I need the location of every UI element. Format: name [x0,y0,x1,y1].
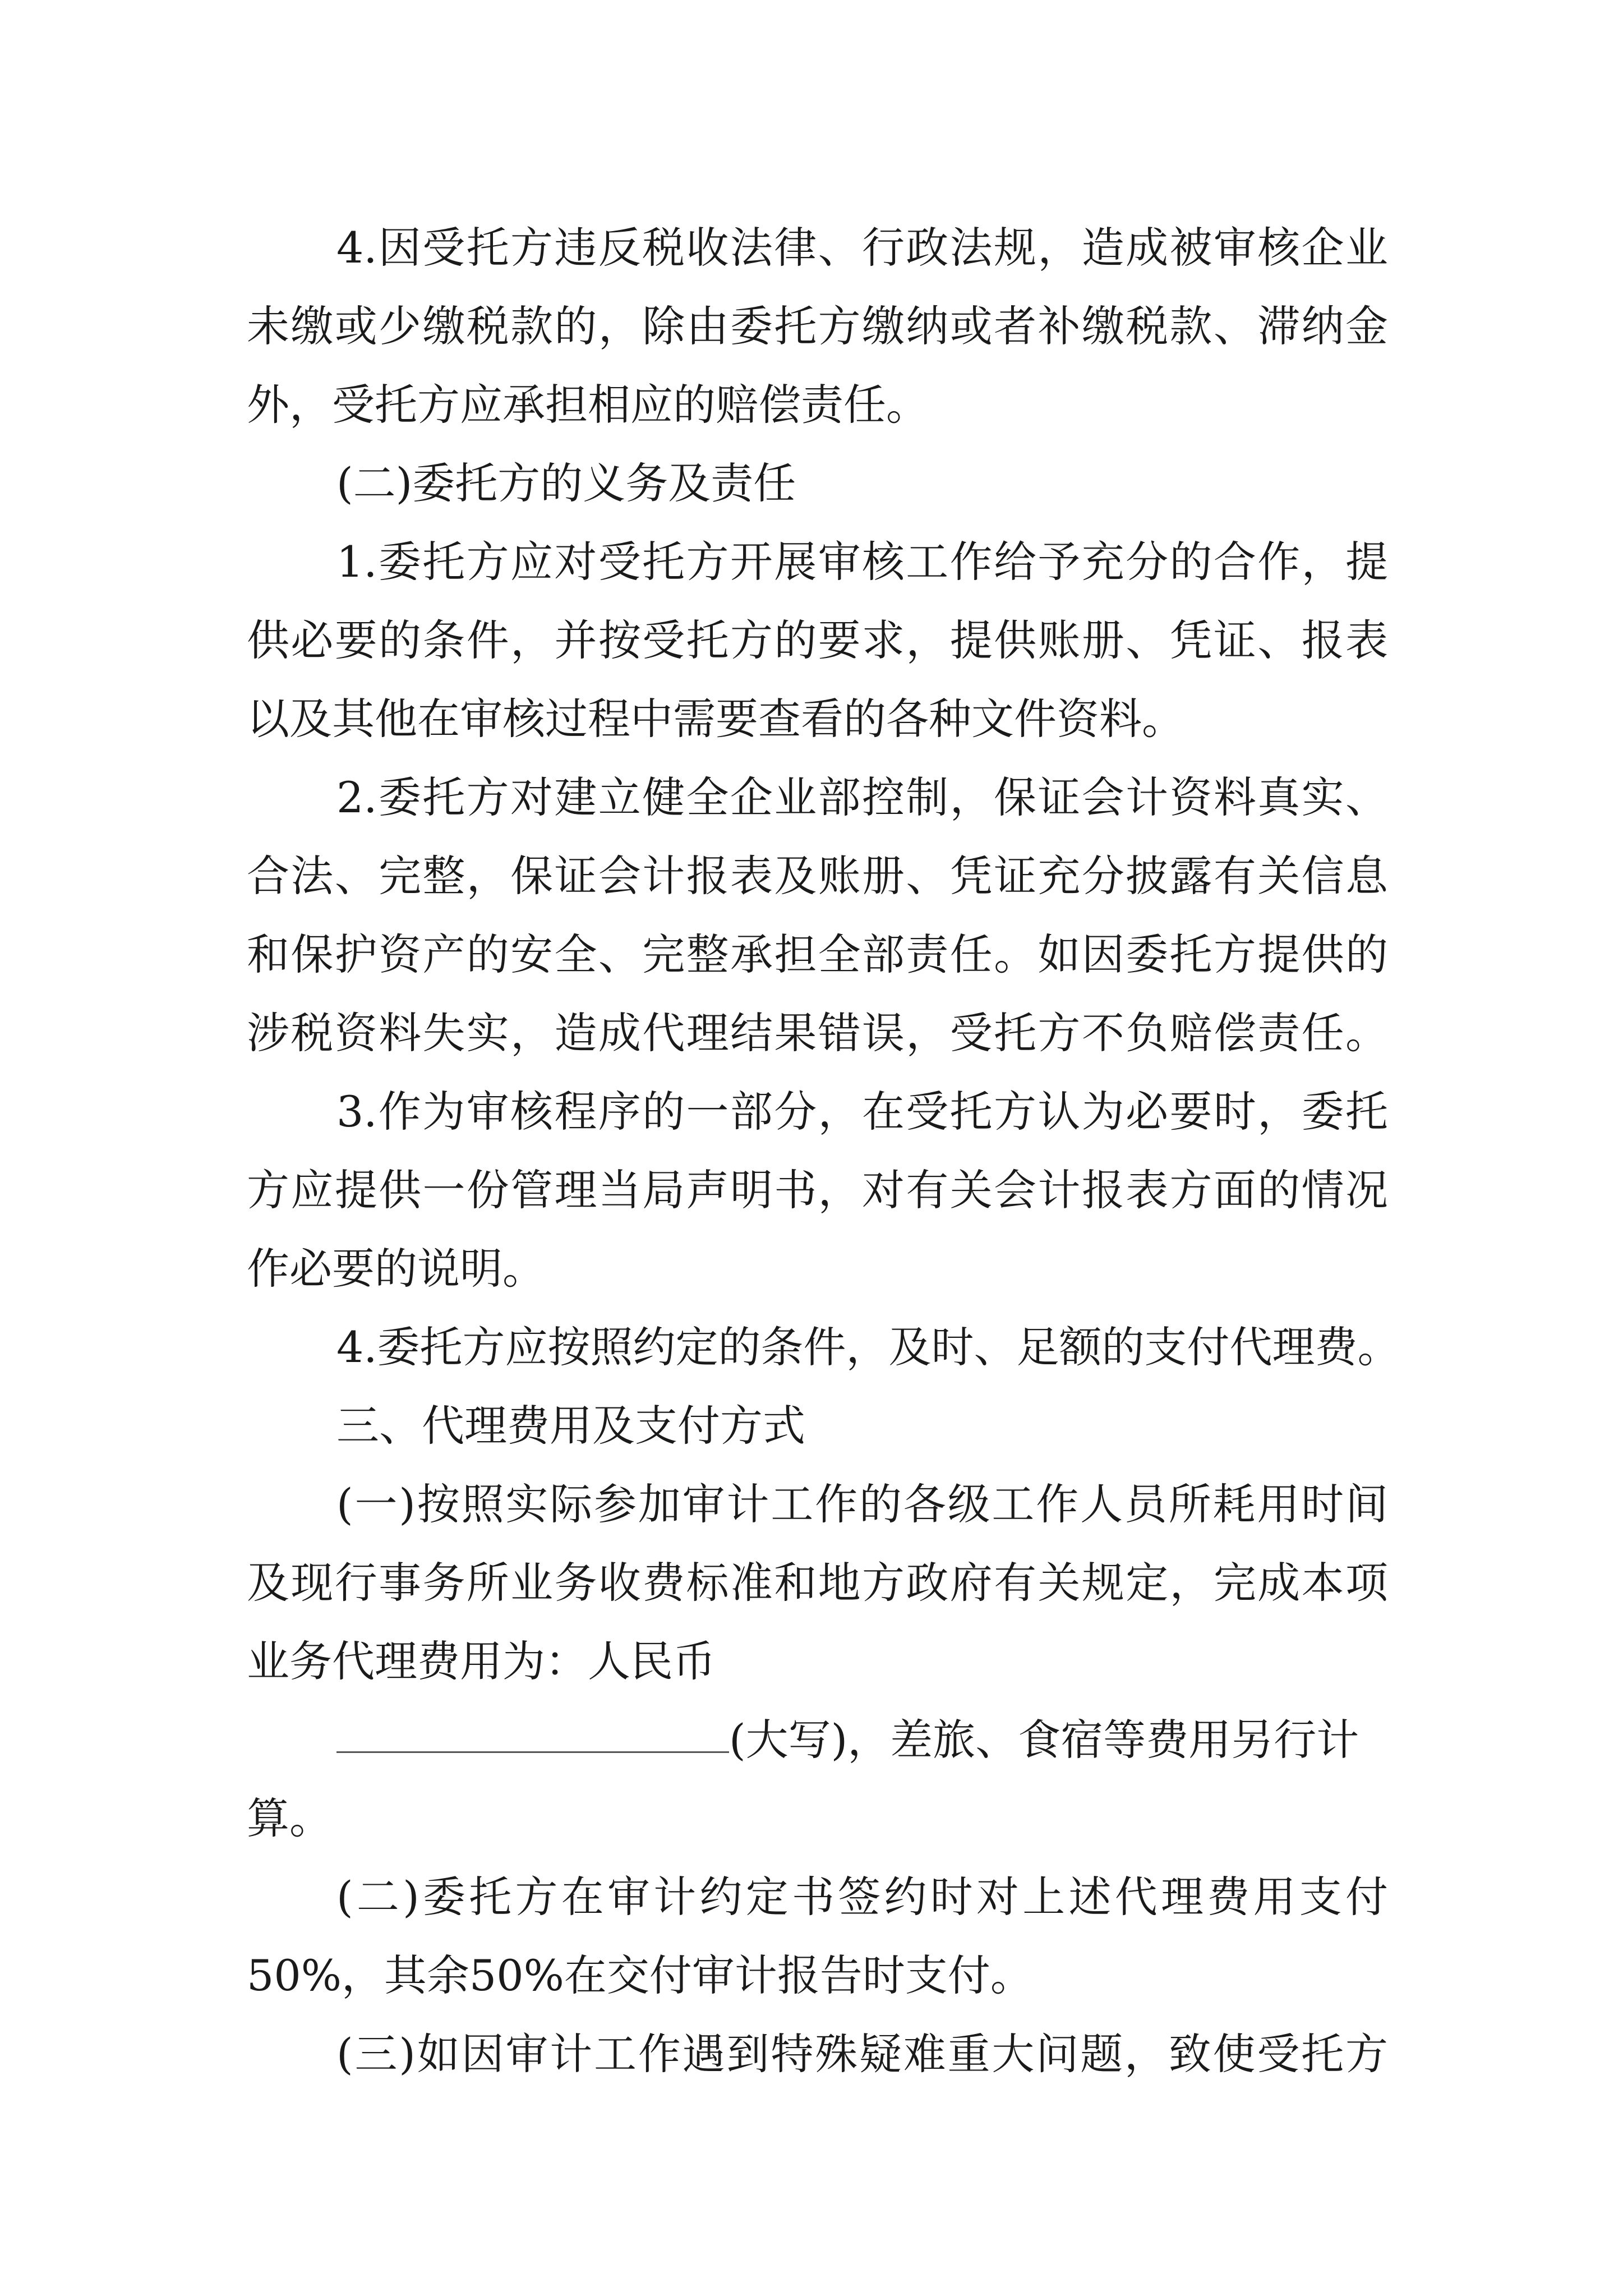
paragraph-line: 供必要的条件，并按受托方的要求，提供账册、凭证、报表 [247,615,1388,665]
paragraph-line: 外，受托方应承担相应的赔偿责任。 [247,380,929,430]
paragraph-line: 算。 [247,1793,332,1843]
paragraph-line: 3.作为审核程序的一部分，在受托方认为必要时，委托 [336,1087,1388,1137]
paragraph-line: 涉税资料失实，造成代理结果错误，受托方不负赔偿责任。 [247,1008,1388,1058]
paragraph-line: 和保护资产的安全、完整承担全部责任。如因委托方提供的 [247,930,1388,979]
section-heading: (二)委托方的义务及责任 [336,458,796,508]
paragraph-line: 方应提供一份管理当局声明书，对有关会计报表方面的情况 [247,1165,1388,1215]
paragraph-line: 业务代理费用为：人民币 [247,1636,716,1686]
paragraph-line: 1.委托方应对受托方开展审核工作给予充分的合作，提 [336,537,1388,587]
paragraph-text: (大写)，差旅、食宿等费用另行计 [729,1715,1359,1765]
document-body [247,209,1400,2093]
paragraph-line: 合法、完整，保证会计报表及账册、凭证充分披露有关信息 [247,851,1388,901]
paragraph-line: 及现行事务所业务收费标准和地方政府有关规定，完成本项 [247,1558,1388,1608]
paragraph-line: (二)委托方在审计约定书签约时对上述代理费用支付 [336,1872,1388,1922]
amount-line [247,1701,1388,1779]
amount-blank [336,1701,729,1753]
section-heading: 三、代理费用及支付方式 [336,1401,805,1451]
paragraph-line: 作必要的说明。 [247,1244,545,1294]
paragraph-line: 4.委托方应按照约定的条件，及时、足额的支付代理费。 [336,1322,1400,1372]
paragraph-line: 4.因受托方违反税收法律、行政法规，造成被审核企业 [336,223,1388,273]
paragraph-line: 2.委托方对建立健全企业部控制，保证会计资料真实、 [336,772,1388,822]
paragraph-line: 以及其他在审核过程中需要查看的各种文件资料。 [247,694,1184,744]
paragraph-line: (一)按照实际参加审计工作的各级工作人员所耗用时间 [336,1479,1388,1529]
paragraph-line: (三)如因审计工作遇到特殊疑难重大问题，致使受托方 [336,2029,1388,2079]
paragraph-line: 50%，其余50%在交付审计报告时支付。 [247,1950,1033,2000]
paragraph-line: 未缴或少缴税款的，除由委托方缴纳或者补缴税款、滞纳金 [247,301,1388,351]
